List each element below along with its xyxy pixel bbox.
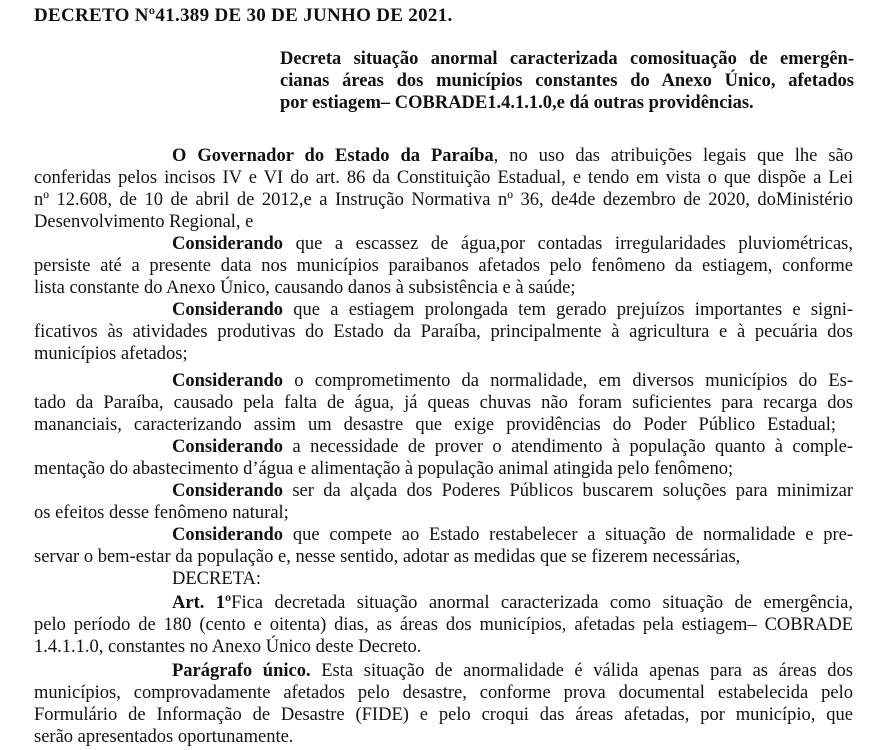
paragraph-first-line [172,660,853,682]
recital-text: que a estiagem prolongada tem gerado prejuízos importantes e signi- [283,300,853,320]
paragraph-heading: Parágrafo único. [172,661,311,681]
recital-line: mentação do abastecimento d’água e alimentação à população animal atingida pelo fenômeno; [34,459,734,479]
preamble-first-line [172,145,853,167]
governor-heading: O Governador do Estado da Paraíba [172,146,494,166]
recital-text: que compete ao Estado restabelecer a situação de normalidade e pre- [283,525,853,545]
recital-keyword: Considerando [172,300,284,320]
recital-keyword: Considerando [172,437,284,457]
article-text: Fica decretada situação anormal caracterizada como situação de emergência, [231,593,853,613]
paragraph-line: serão apresentados oportunamente. [34,727,294,747]
decreta-heading: DECRETA: [172,569,261,589]
recital-keyword: Considerando [172,481,284,501]
recital-line: municípios afetados; [34,344,188,364]
recital-keyword: Considerando [172,371,284,391]
recital-1-first-line [172,233,853,255]
preamble-line: nº 12.608, de 10 de abril de 2012,e a Instrução Normativa nº 36, de4de dezembro de 2020, doMinistério [34,190,853,210]
decree-summary [280,48,854,114]
recital-line: ficativos às atividades produtivas do Estado da Paraíba, principalmente à agricultura e à pecuária dos [34,322,853,342]
recital-line: lista constante do Anexo Único, causando danos à subsistência e à saúde; [34,278,576,298]
article-line: 1.4.1.1.0, constantes no Anexo Único deste Decreto. [34,637,422,657]
paragraph-text: Esta situação de anormalidade é válida apenas para as áreas dos [310,661,853,681]
paragraph-line: municípios, comprovadamente afetados pelo desastre, conforme prova documental estabelecida pelo [34,683,853,703]
paragraph-line: Formulário de Informação de Desastre (FIDE) e pelo croqui das áreas afetadas, por município, que [34,705,853,725]
recital-text: que a escassez de água,por contadas irregularidades pluviométricas, [283,234,853,254]
summary-line: cianas áreas dos municípios constantes do Anexo Único, afetados [280,71,854,91]
recital-6-first-line [172,524,853,546]
summary-line: por estiagem– COBRADE1.4.1.1.0,e dá outras providências. [280,93,754,113]
recital-keyword: Considerando [172,234,284,254]
preamble-text: , no uso das atribuições legais que lhe são [493,146,853,166]
recital-keyword: Considerando [172,525,284,545]
recital-line: servar o bem-estar da população e, nesse sentido, adotar as medidas que se fizerem necessárias, [34,547,741,567]
recital-line: mananciais, caracterizando assim um desastre que exige providências do Poder Público Estadual; [34,415,836,435]
recital-text: ser da alçada dos Poderes Públicos buscarem soluções para minimizar [283,481,853,501]
decree-title: DECRETO Nº41.389 DE 30 DE JUNHO DE 2021. [34,5,453,26]
recital-line: tado da Paraíba, causado pela falta de água, já queas chuvas não foram suficientes para recarga dos [34,393,853,413]
recital-text: o comprometimento da normalidade, em diversos municípios do Es- [283,371,853,391]
preamble-line: Desenvolvimento Regional, e [34,212,254,232]
article-number: Art. 1º [172,593,232,613]
recital-3-first-line [172,370,853,392]
recital-text: a necessidade de prover o atendimento à população quanto à comple- [283,437,853,457]
preamble-line: conferidas pelos incisos IV e VI do art. 86 da Constituição Estadual, e tendo em vista o que dispõe a Lei [34,168,853,188]
summary-line: Decreta situação anormal caracterizada comosituação de emergên- [280,49,854,69]
article-1-first-line [172,592,853,614]
recital-line: os efeitos desse fenômeno natural; [34,503,289,523]
recital-2-first-line [172,299,853,321]
recital-4-first-line [172,436,853,458]
recital-line: persiste até a presente data nos municípios paraibanos afetados pelo fenômeno da estiagem, conforme [34,256,853,276]
recital-5-first-line [172,480,853,502]
article-line: pelo período de 180 (cento e oitenta) dias, as áreas dos municípios, afetadas pela estiagem– COBRADE [34,615,853,635]
